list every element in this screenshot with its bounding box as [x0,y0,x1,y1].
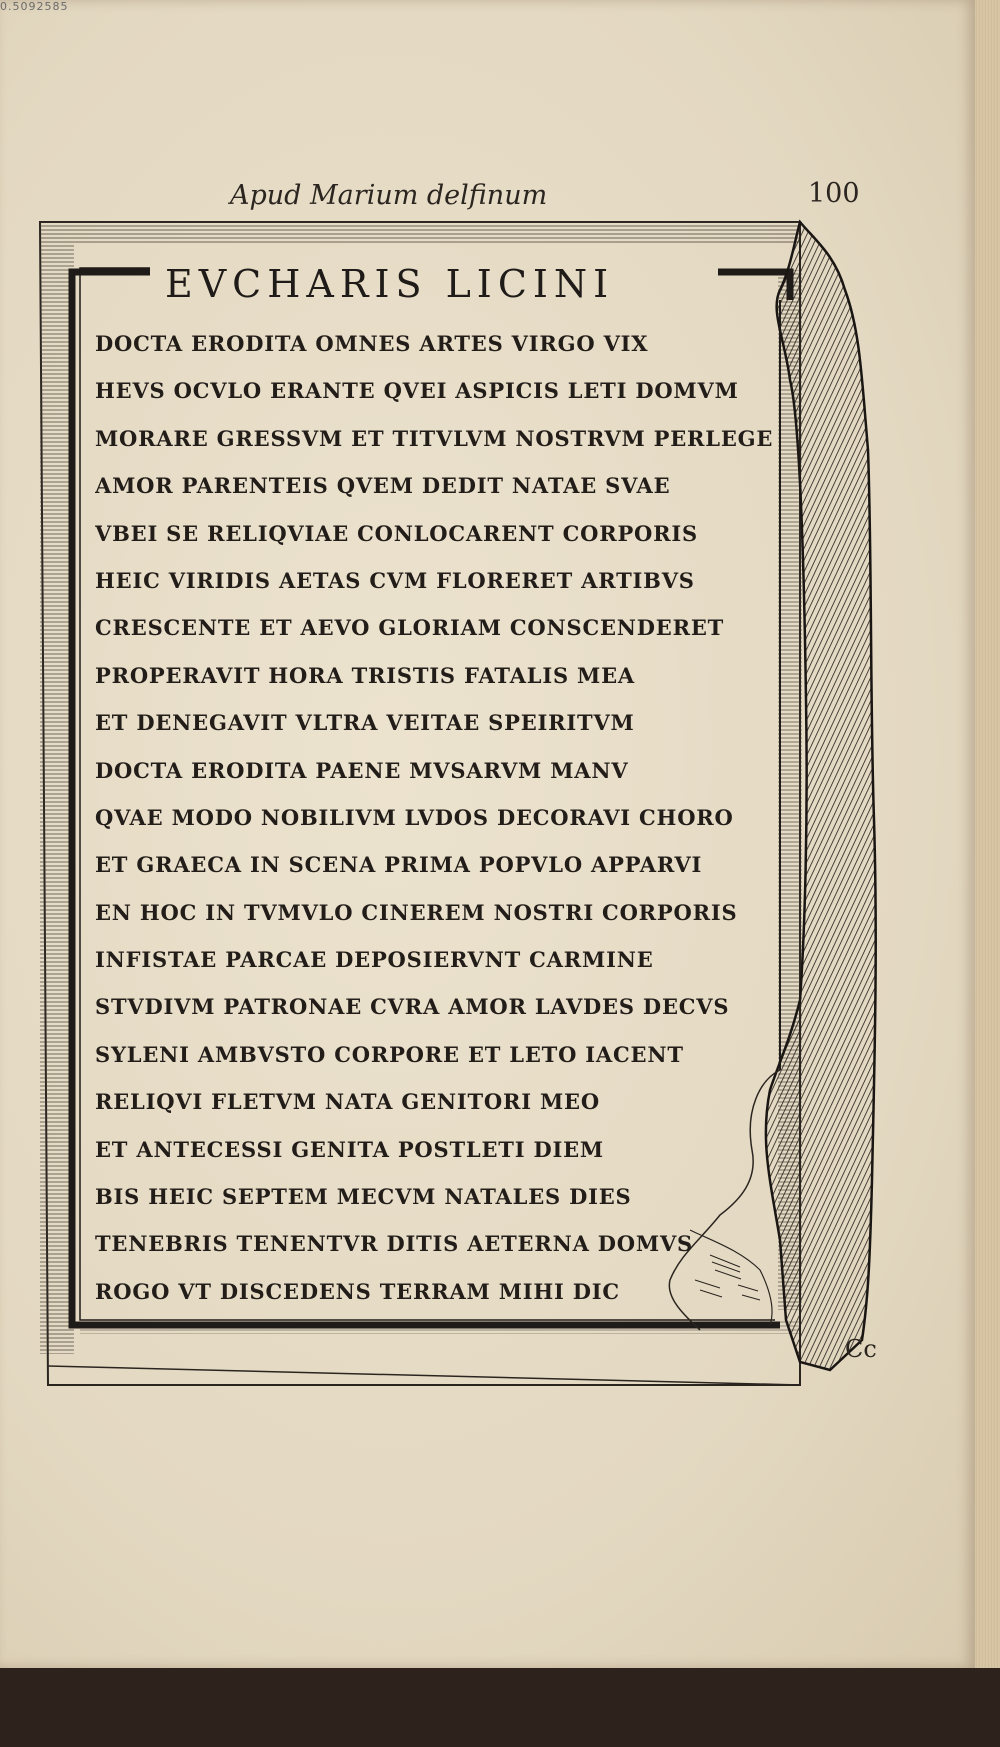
latin-inscription [95,262,775,1315]
inscription-line: HEVS OCVLO ERANTE QVEI ASPICIS LETI DOMVM [95,378,739,404]
inscription-line: DOCTA ERODITA OMNES ARTES VIRGO VIX [95,331,649,356]
inscription-line: PROPERAVIT HORA TRISTIS FATALIS MEA [95,662,635,688]
inscription-line: VBEI SE RELIQVIAE CONLOCARENT CORPORIS [95,520,698,546]
page-number: 100 [808,178,860,209]
inscription-line: QVAE MODO NOBILIVM LVDOS DECORAVI CHORO [95,804,734,830]
signature-mark: Cc [845,1335,877,1363]
inscription-line: MORARE GRESSVM ET TITVLVM NOSTRVM PERLEGE [95,425,774,451]
inscription-line: ET ANTECESSI GENITA POSTLETI DIEM [95,1136,604,1162]
inscription-line: TENEBRIS TENENTVR DITIS AETERNA DOMVS [95,1231,694,1257]
inscription-line: AMOR PARENTEIS QVEM DEDIT NATAE SVAE [95,473,671,499]
inscription-line: ET DENEGAVIT VLTRA VEITAE SPEIRITVM [95,710,635,736]
inscription-title: EVCHARIS LICINI [165,262,615,306]
scan-stamp: 0.5092585 [0,0,69,13]
inscription-line: ET GRAECA IN SCENA PRIMA POPVLO APPARVI [95,852,703,878]
inscription-line: ROGO VT DISCEDENS TERRAM MIHI DIC [95,1278,620,1304]
inscription-line: DOCTA ERODITA PAENE MVSARVM MANV [95,757,629,783]
inscription-line: SYLENI AMBVSTO CORPORE ET LETO IACENT [95,1041,684,1067]
inscription-line: BIS HEIC SEPTEM MECVM NATALES DIES [95,1184,632,1210]
inscription-line: STVDIVM PATRONAE CVRA AMOR LAVDES DECVS [95,994,730,1020]
inscription-line: CRESCENTE ET AEVO GLORIAM CONSCENDERET [95,615,725,641]
inscription-line: EN HOC IN TVMVLO CINEREM NOSTRI CORPORIS [95,899,738,925]
inscription-line: HEIC VIRIDIS AETAS CVM FLORERET ARTIBVS [95,567,695,593]
inscription-line: INFISTAE PARCAE DEPOSIERVNT CARMINE [95,947,654,973]
inscription-line: RELIQVI FLETVM NATA GENITORI MEO [95,1089,600,1115]
plate-caption: Apud Marium delfinum [230,180,548,211]
